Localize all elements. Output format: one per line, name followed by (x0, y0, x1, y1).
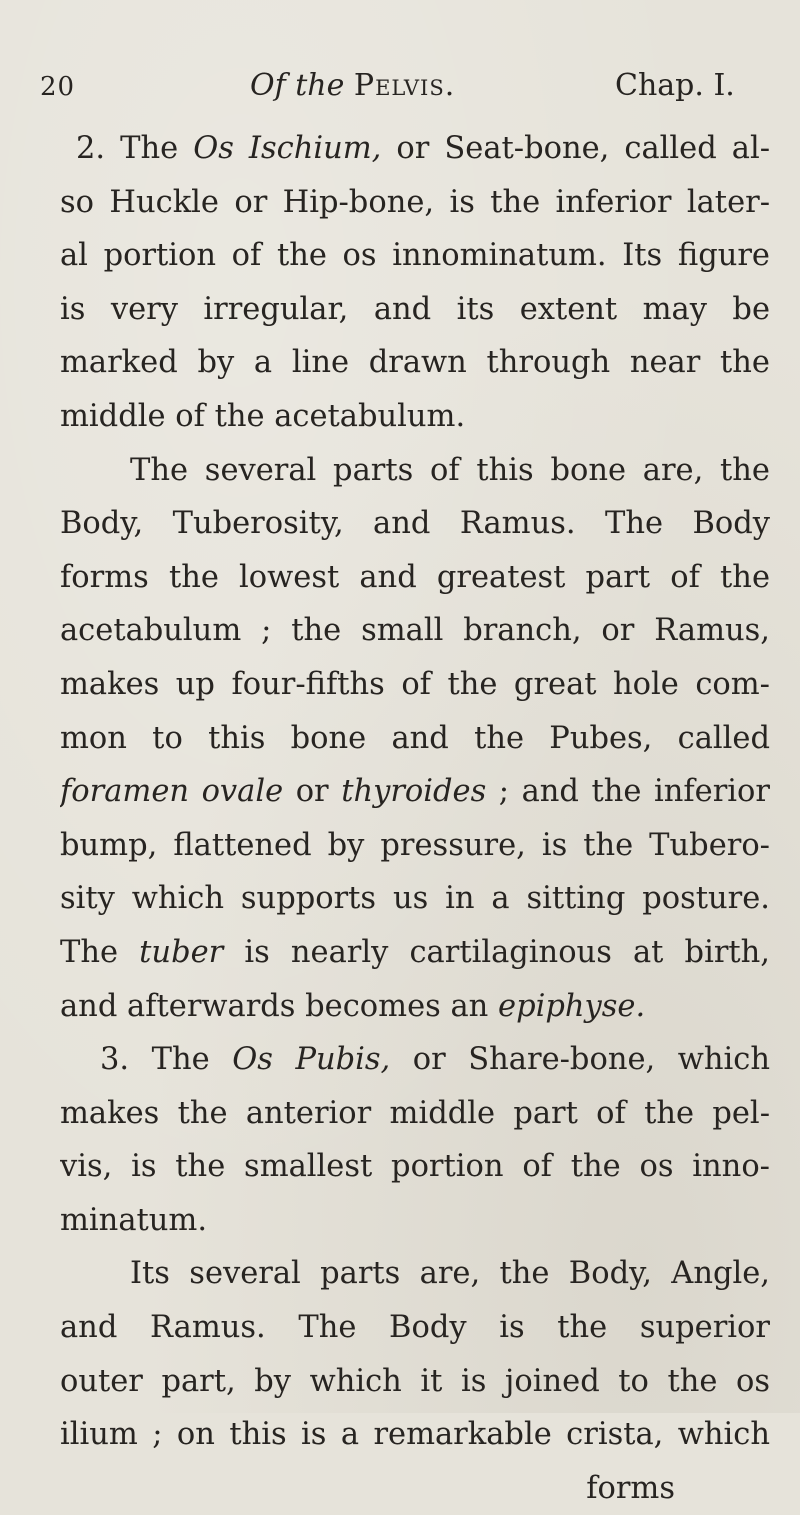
text-line: makes up four-fifths of the great hole com- (60, 666, 770, 702)
page-body-text (60, 122, 770, 1515)
text-line: marked by a line drawn through near the (60, 345, 770, 381)
chapter-label: Chap. I. (615, 68, 735, 103)
text-line: Body, Tuberosity, and Ramus. The Body (60, 506, 770, 542)
page-header (40, 64, 780, 116)
text-line: 3. The Os Pubis, or Share-bone, which (100, 1042, 770, 1078)
text-line: minatum. (60, 1202, 208, 1238)
text-line: makes the anterior middle part of the pel- (60, 1095, 770, 1131)
text-line: is very irregular, and its extent may be (60, 291, 770, 327)
text-line: sity which supports us in a sitting posture. (60, 881, 770, 917)
text-line: so Huckle or Hip-bone, is the inferior later- (60, 184, 770, 220)
text-line: forms the lowest and greatest part of the (60, 559, 770, 595)
page-number: 20 (40, 72, 76, 102)
running-title: Of the Pelvis. (250, 68, 456, 103)
text-line: and Ramus. The Body is the superior (60, 1310, 770, 1346)
text-line: al portion of the os innominatum. Its figure (60, 238, 770, 274)
catchword: forms (586, 1470, 675, 1506)
text-line: and afterwards becomes an epiphyse. (60, 988, 646, 1024)
text-line: outer part, by which it is joined to the os (60, 1363, 770, 1399)
text-line: 2. The Os Ischium, or Seat-bone, called al- (76, 131, 770, 166)
text-line: mon to this bone and the Pubes, called (60, 720, 770, 756)
text-line: Its several parts are, the Body, Angle, (130, 1256, 770, 1292)
text-line: ilium ; on this is a remarkable crista, which (60, 1417, 770, 1453)
text-line: middle of the acetabulum. (60, 398, 466, 434)
text-line: bump, flattened by pressure, is the Tubero- (60, 827, 770, 863)
text-line: acetabulum ; the small branch, or Ramus, (60, 613, 770, 649)
text-line: vis, is the smallest portion of the os inno- (60, 1149, 770, 1185)
text-line: The several parts of this bone are, the (130, 452, 770, 488)
text-line: foramen ovale or thyroides ; and the inferior (60, 774, 770, 810)
text-line: The tuber is nearly cartilaginous at birth, (60, 934, 770, 970)
